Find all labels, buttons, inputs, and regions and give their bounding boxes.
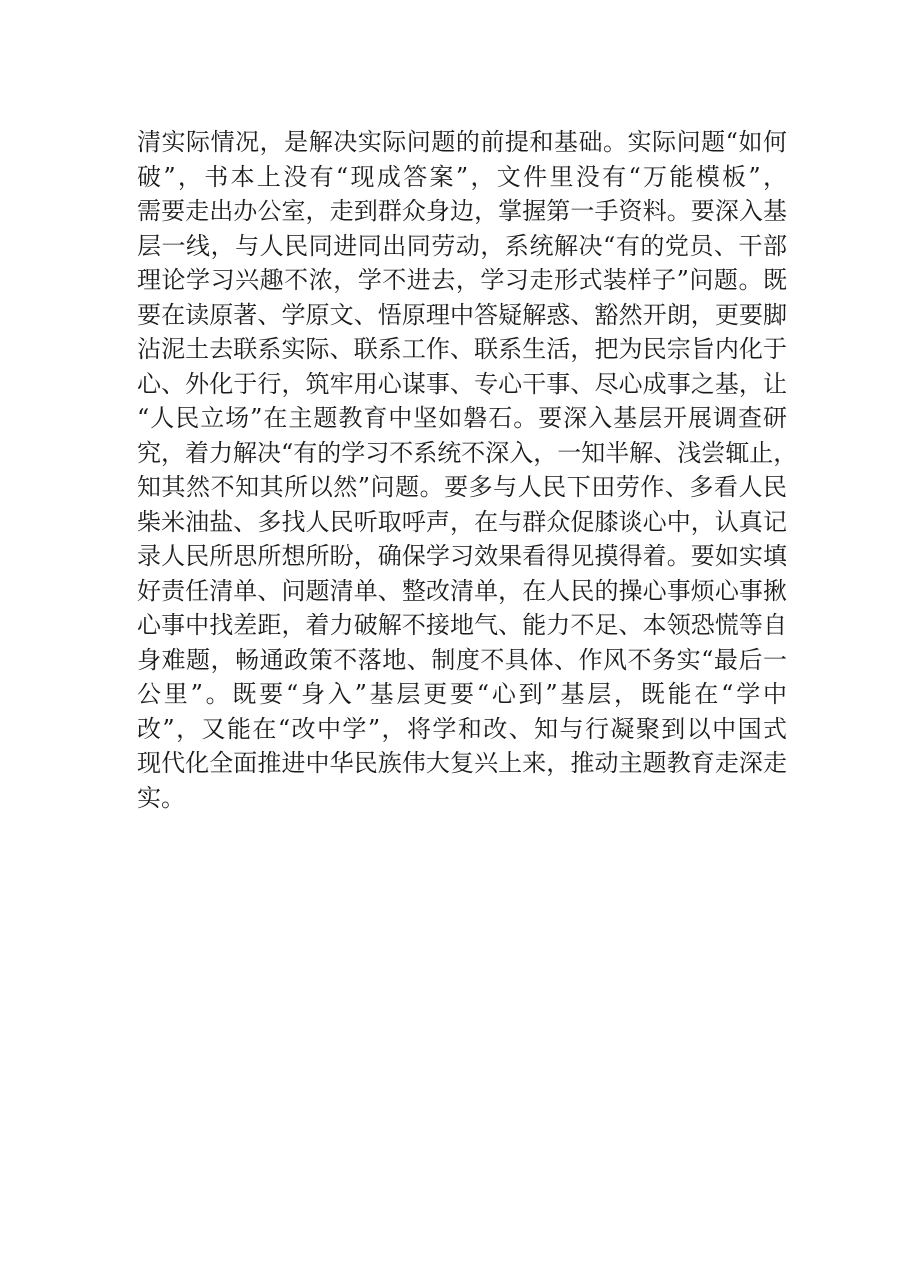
text-line: 层一线，与人民同进同出同劳动，系统解决“有的党员、干部 [137,231,787,260]
text-line-last: 实。 [137,783,185,812]
text-line: 知其然不知其所以然”问题。要多与人民下田劳作、多看人民 [137,473,787,501]
text-line: 理论学习兴趣不浓，学不进去，学习走形式装样子”问题。既 [137,266,787,294]
text-line: 心、外化于行，筑牢用心谋事、专心干事、尽心成事之基，让 [137,369,787,398]
text-line: 现代化全面推进中华民族伟大复兴上来，推动主题教育走深走 [137,749,787,777]
text-line: 心事中找差距，着力破解不接地气、能力不足、本领恐慌等自 [137,611,787,639]
text-line: “人民立场”在主题教育中坚如磐石。要深入基层开展调查研 [137,404,787,432]
text-line: 身难题，畅通政策不落地、制度不具体、作风不务实“最后一 [137,645,787,674]
text-line: 改”，又能在“改中学”，将学和改、知与行凝聚到以中国式 [137,714,787,743]
text-line: 录人民所思所想所盼，确保学习效果看得见摸得着。要如实填 [137,542,787,570]
text-line: 柴米油盐、多找人民听取呼声，在与群众促膝谈心中，认真记 [137,507,787,536]
text-line: 究，着力解决“有的学习不系统不深入，一知半解、浅尝辄止， [137,438,798,467]
text-line: 破”，书本上没有“现成答案”，文件里没有“万能模板”， [137,162,787,191]
text-line: 需要走出办公室，走到群众身边，掌握第一手资料。要深入基 [137,197,787,225]
text-line: 好责任清单、问题清单、整改清单，在人民的操心事烦心事揪 [137,576,787,605]
text-line: 清实际情况，是解决实际问题的前提和基础。实际问题“如何 [137,128,787,156]
text-line: 要在读原著、学原文、悟原理中答疑解惑、豁然开朗，更要脚 [137,300,787,329]
body-paragraph [137,125,798,815]
text-line: 沾泥土去联系实际、联系工作、联系生活，把为民宗旨内化于 [137,335,787,363]
text-line: 公里”。既要“身入”基层更要“心到”基层，既能在“学中 [137,680,787,708]
